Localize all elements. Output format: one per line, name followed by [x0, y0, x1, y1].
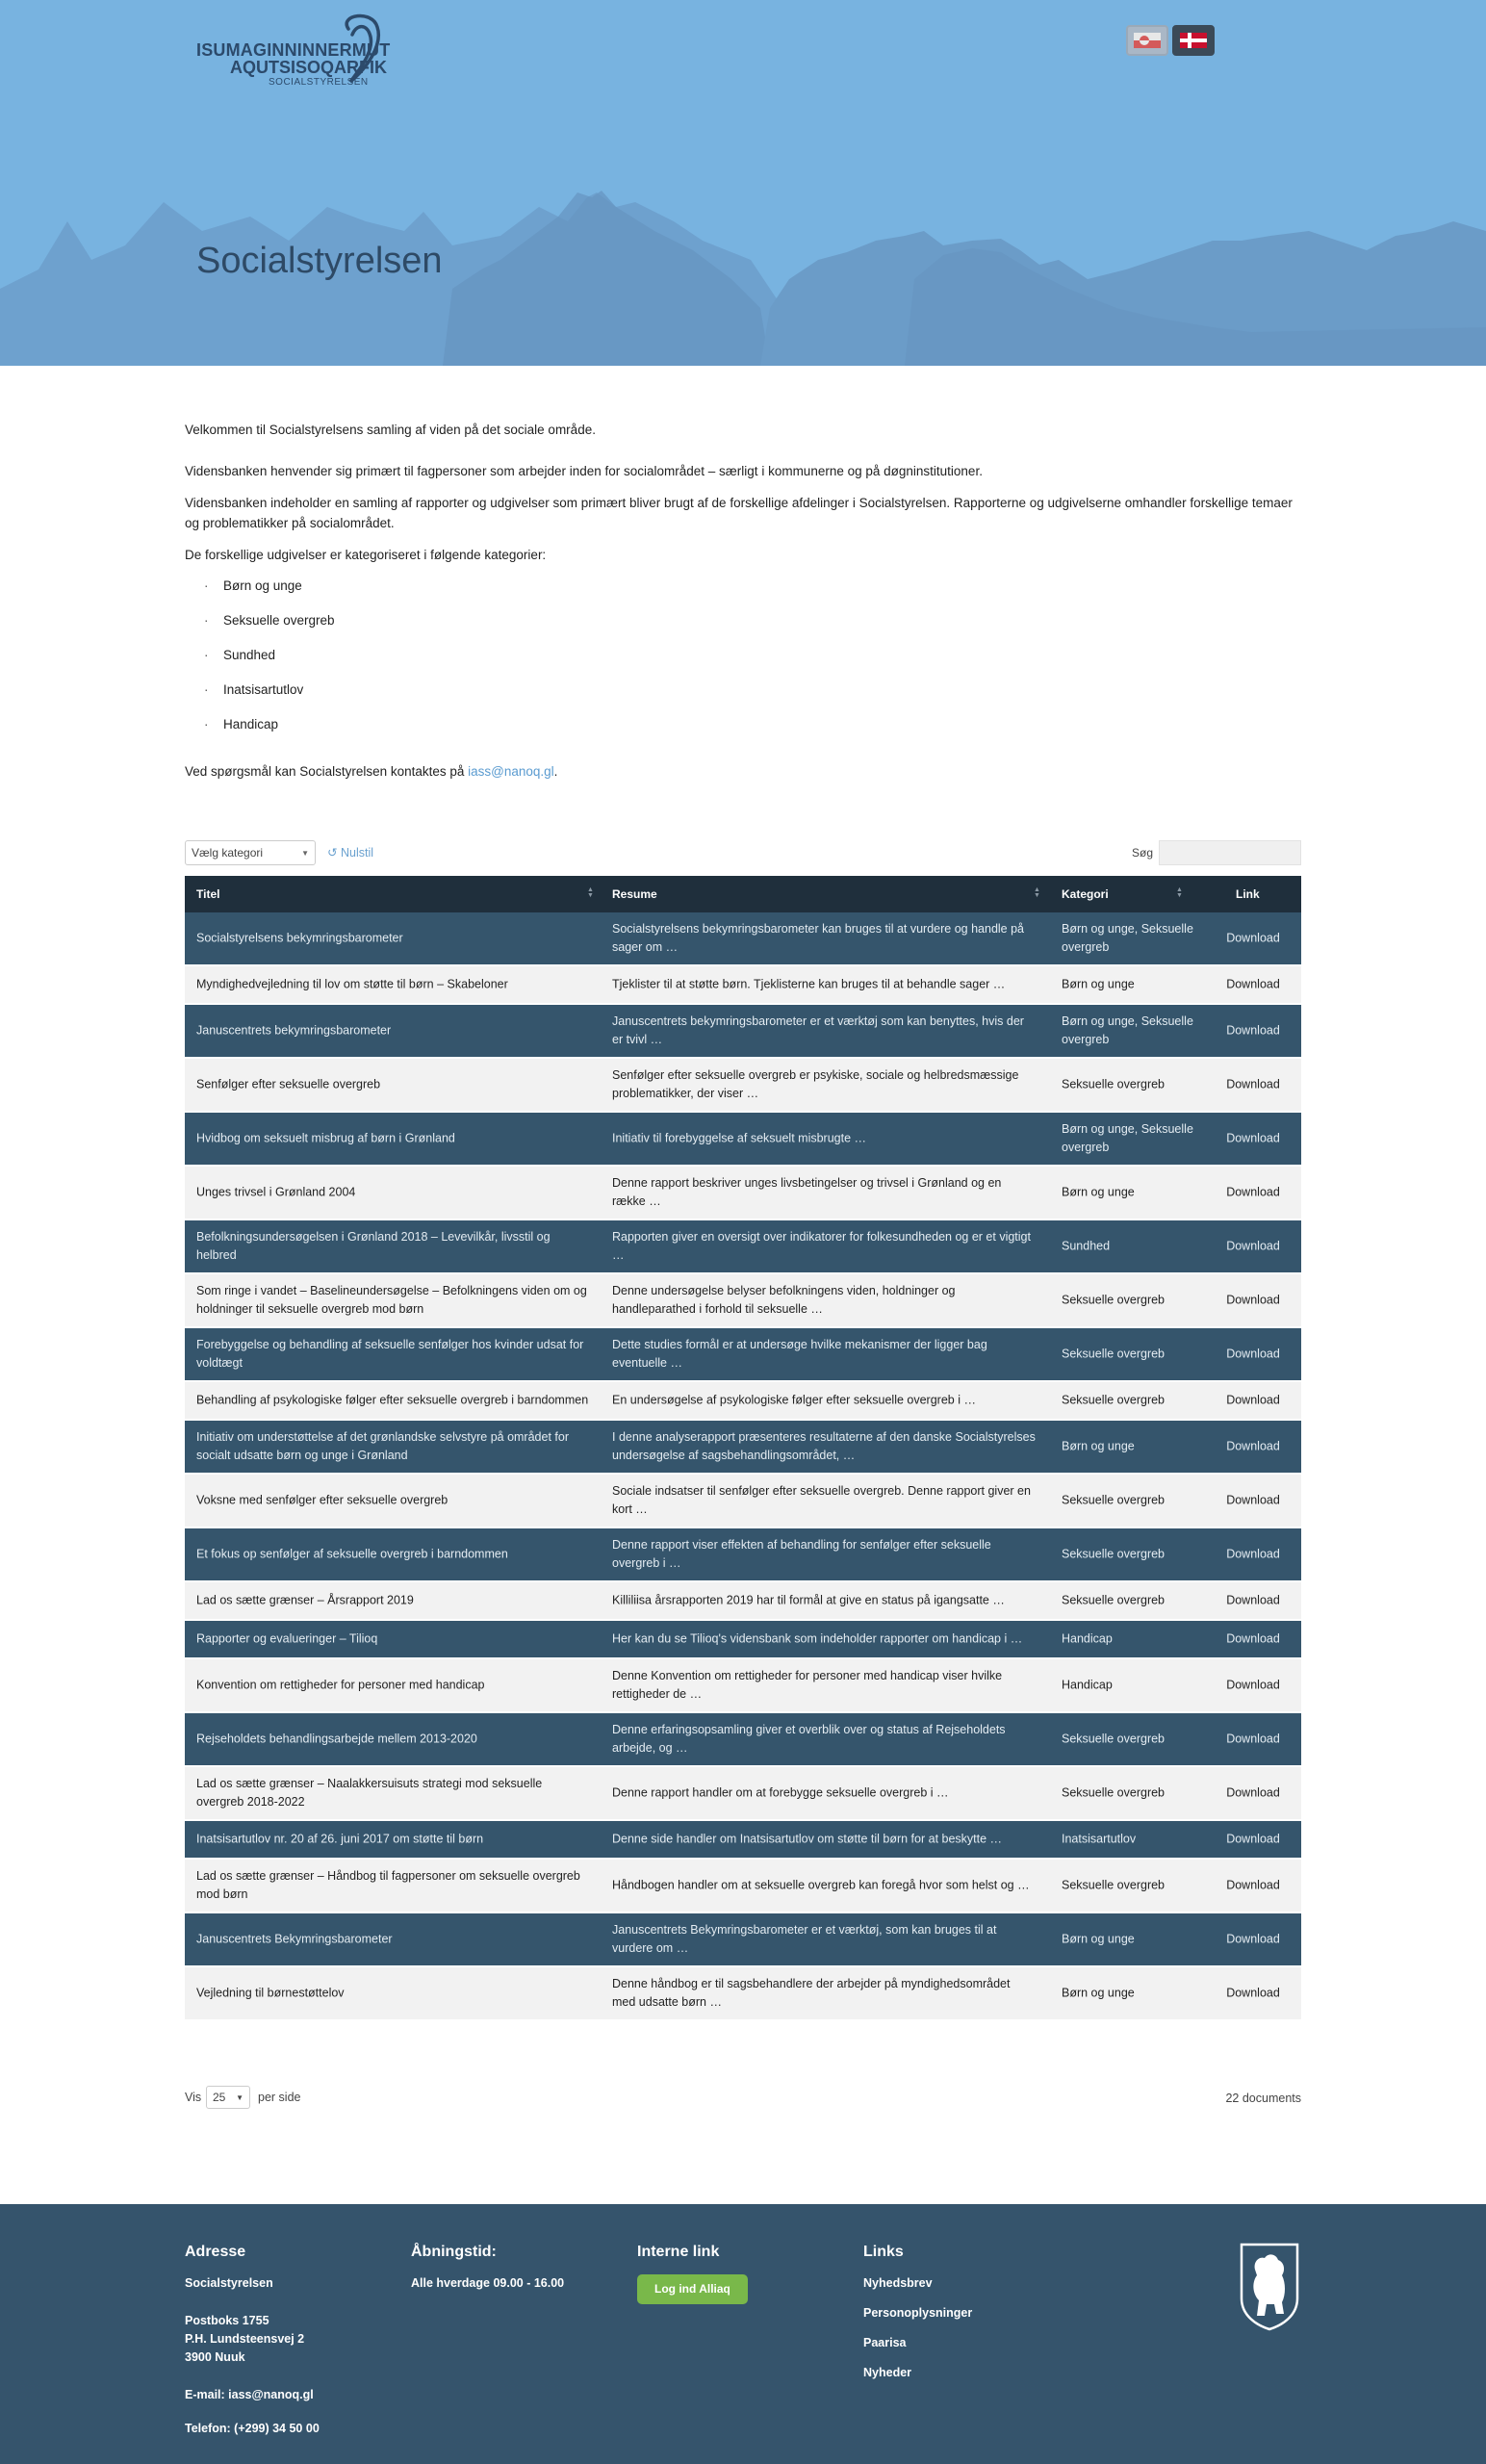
footer-links-title: Links — [863, 2244, 904, 2260]
site-footer — [0, 2204, 1486, 2464]
download-link[interactable]: Download — [1226, 1439, 1280, 1453]
category-list-item: · Inatsisartutlov — [204, 682, 304, 697]
download-link[interactable]: Download — [1226, 1131, 1280, 1145]
cell-resume: Håndbogen handler om at seksuelle overgreb kan foregå hvor som helst og … — [612, 1878, 1030, 1892]
cell-title: Inatsisartutlov nr. 20 af 26. juni 2017 om støtte til børn — [196, 1832, 484, 1846]
cell-category: Seksuelle overgreb — [1062, 1785, 1166, 1800]
cell-category: Seksuelle overgreb — [1062, 1293, 1166, 1307]
cell-resume: Denne Konvention om rettigheder for personer med handicap viser hvilke rettigheder de … — [612, 1669, 1003, 1701]
cell-category: Børn og unge, Seksuelle overgreb — [1062, 1014, 1193, 1046]
site-logo[interactable] — [196, 10, 389, 87]
chevron-down-icon: ▼ — [236, 2093, 243, 2102]
footer-address — [185, 2243, 377, 2450]
cell-resume: Denne erfaringsopsamling giver et overblik over og status af Rejseholdets arbejde, og … — [612, 1723, 1006, 1755]
download-link[interactable]: Download — [1226, 1293, 1280, 1307]
table-row — [185, 1821, 1301, 1860]
cell-title: Socialstyrelsens bekymringsbarometer — [196, 931, 403, 945]
category-select[interactable]: Vælg kategori ▼ — [185, 840, 316, 865]
table-row — [185, 1005, 1301, 1059]
cell-resume: Denne undersøgelse belyser befolkningens viden, holdninger og handleparathed i forhold til seksuelle … — [612, 1284, 956, 1316]
undo-icon: ↺ — [327, 846, 338, 860]
table-row — [185, 1713, 1301, 1767]
cell-resume: Socialstyrelsens bekymringsbarometer kan bruges til at vurdere og handle på sager om … — [612, 922, 1025, 954]
footer-hours — [411, 2243, 603, 2304]
cell-category: Seksuelle overgreb — [1062, 1593, 1166, 1607]
footer-email[interactable]: E-mail: iass@nanoq.gl — [185, 2388, 314, 2401]
cell-category: Handicap — [1062, 1631, 1113, 1646]
cell-category: Seksuelle overgreb — [1062, 1077, 1166, 1091]
download-link[interactable]: Download — [1226, 1347, 1280, 1361]
download-link[interactable]: Download — [1226, 1932, 1280, 1946]
table-row — [185, 1528, 1301, 1582]
download-link[interactable]: Download — [1226, 1593, 1280, 1607]
download-link[interactable]: Download — [1226, 1493, 1280, 1507]
download-link[interactable]: Download — [1226, 1678, 1280, 1692]
document-count: 22 documents — [1225, 2092, 1301, 2105]
footer-link-newsletter[interactable]: Nyhedsbrev — [863, 2276, 933, 2290]
cell-category: Seksuelle overgreb — [1062, 1347, 1166, 1361]
table-row — [185, 1621, 1301, 1659]
table-row — [185, 1767, 1301, 1821]
cell-title: Vejledning til børnestøttelov — [196, 1986, 345, 2000]
table-row — [185, 966, 1301, 1005]
cell-resume: Killiliisa årsrapporten 2019 har til formål at give en status på igangsatte … — [612, 1593, 1005, 1607]
cell-resume: Sociale indsatser til senfølger efter seksuelle overgreb. Denne rapport giver en kort … — [612, 1484, 1031, 1516]
cell-resume: En undersøgelse af psykologiske følger efter seksuelle overgreb i … — [612, 1393, 976, 1407]
cell-resume: Denne rapport handler om at forebygge seksuelle overgreb i … — [612, 1785, 949, 1800]
intro-paragraph-2: Vidensbanken indeholder en samling af rapporter og udgivelser som primært bliver brugt af de forskellige afdelinger i Socialstyrelsen. Rapporterne og udgivelserne omhandler forskellige temaer og problematikker på socialområdet. — [185, 496, 1293, 530]
table-row — [185, 912, 1301, 966]
footer-internal — [637, 2243, 830, 2304]
download-link[interactable]: Download — [1226, 1393, 1280, 1407]
download-link[interactable]: Download — [1226, 1185, 1280, 1199]
cell-resume: Januscentrets Bekymringsbarometer er et værktøj, som kan bruges til at vurdere om … — [612, 1923, 997, 1955]
intro-paragraph-3: De forskellige udgivelser er kategoriseret i følgende kategorier: — [185, 548, 547, 562]
cell-category: Børn og unge — [1062, 1932, 1135, 1946]
cell-title: Konvention om rettigheder for personer med handicap — [196, 1678, 485, 1692]
polar-bear-crest-icon — [1238, 2241, 1301, 2331]
footer-postal-address: Postboks 1755 P.H. Lundsteensvej 2 3900 Nuuk — [185, 2314, 305, 2364]
table-row — [185, 1220, 1301, 1274]
download-link[interactable]: Download — [1226, 1547, 1280, 1561]
cell-title: Befolkningsundersøgelsen i Grønland 2018 – Levevilkår, livsstil og helbred — [196, 1230, 551, 1262]
contact-text: Ved spørgsmål kan Socialstyrelsen kontaktes på iass@nanoq.gl. — [185, 764, 558, 779]
footer-phone: Telefon: (+299) 34 50 00 — [185, 2422, 320, 2435]
cell-title: Januscentrets Bekymringsbarometer — [196, 1932, 393, 1946]
category-list-item: · Sundhed — [204, 648, 276, 662]
table-row — [185, 1475, 1301, 1528]
cell-category: Seksuelle overgreb — [1062, 1393, 1166, 1407]
download-link[interactable]: Download — [1226, 931, 1280, 945]
sort-icon[interactable]: ▲ ▼ — [1034, 886, 1040, 899]
cell-title: Senfølger efter seksuelle overgreb — [196, 1077, 381, 1091]
footer-link-paarisa[interactable]: Paarisa — [863, 2336, 907, 2349]
column-header-resume[interactable]: Resume — [612, 887, 657, 901]
cell-resume: Her kan du se Tilioq's vidensbank som indeholder rapporter om handicap i … — [612, 1631, 1023, 1646]
cell-category: Seksuelle overgreb — [1062, 1878, 1166, 1892]
sort-icon[interactable]: ▲ ▼ — [1176, 886, 1183, 899]
cell-category: Inatsisartutlov — [1062, 1832, 1137, 1846]
cell-title: Forebyggelse og behandling af seksuelle senfølger hos kvinder udsat for voldtægt — [196, 1338, 584, 1370]
logo-line3: SOCIALSTYRELSEN — [269, 77, 369, 88]
footer-address-title: Adresse — [185, 2244, 246, 2260]
footer-link-news[interactable]: Nyheder — [863, 2366, 912, 2379]
cell-resume: Denne håndbog er til sagsbehandlere der arbejder på myndighedsområdet med udsatte børn … — [612, 1977, 1011, 2009]
footer-link-privacy[interactable]: Personoplysninger — [863, 2306, 973, 2320]
cell-title: Hvidbog om seksuelt misbrug af børn i Grønland — [196, 1131, 455, 1145]
cell-category: Børn og unge — [1062, 1185, 1135, 1199]
table-row — [185, 1421, 1301, 1475]
cell-category: Børn og unge, Seksuelle overgreb — [1062, 1122, 1193, 1154]
cell-resume: Tjeklister til at støtte børn. Tjeklisterne kan bruges til at behandle sager … — [612, 977, 1006, 991]
logo-line1: ISUMAGINNINNERMUT — [196, 40, 391, 60]
greenlandic-flag-icon[interactable] — [1126, 25, 1168, 56]
cell-category: Børn og unge, Seksuelle overgreb — [1062, 922, 1193, 954]
cell-category: Børn og unge — [1062, 1986, 1135, 2000]
language-switcher — [1126, 25, 1218, 56]
table-header — [185, 876, 1301, 912]
cell-title: Lad os sætte grænser – Årsrapport 2019 — [196, 1593, 414, 1607]
cell-resume: Denne rapport viser effekten af behandling for senfølger efter seksuelle overgreb i … — [612, 1538, 991, 1570]
table-row — [185, 1582, 1301, 1621]
table-row — [185, 1113, 1301, 1167]
download-link[interactable]: Download — [1226, 977, 1280, 991]
cell-title: Januscentrets bekymringsbarometer — [196, 1023, 392, 1038]
cell-title: Som ringe i vandet – Baselineundersøgelse – Befolkningens viden om og holdninger til seksuelle overgreb mod børn — [196, 1284, 587, 1316]
table-row — [185, 1860, 1301, 1913]
chevron-down-icon: ▼ — [301, 849, 309, 858]
cell-resume: Denne rapport beskriver unges livsbetingelser og trivsel i Grønland og en række … — [612, 1176, 1002, 1208]
table-row — [185, 1659, 1301, 1713]
category-list-item: · Børn og unge — [204, 578, 302, 593]
cell-title: Et fokus op senfølger af seksuelle overgreb i barndommen — [196, 1547, 508, 1561]
table-row — [185, 1328, 1301, 1382]
per-page-select[interactable]: 25 ▼ — [206, 2086, 250, 2109]
category-list-item: · Seksuelle overgreb — [204, 613, 335, 628]
cell-category: Seksuelle overgreb — [1062, 1493, 1166, 1507]
search-input[interactable] — [1159, 840, 1301, 865]
cell-title: Rejseholdets behandlingsarbejde mellem 2013-2020 — [196, 1732, 477, 1746]
cell-category: Børn og unge — [1062, 977, 1135, 991]
intro-section — [185, 420, 1301, 793]
cell-resume: I denne analyserapport præsenteres resultaterne af den danske Socialstyrelses undersøgelse af sagsbehandlingsområdet, … — [612, 1430, 1036, 1462]
download-link[interactable]: Download — [1226, 1785, 1280, 1800]
cell-title: Voksne med senfølger efter seksuelle overgreb — [196, 1493, 448, 1507]
cell-title: Initiativ om understøttelse af det grønlandske selvstyre på området for socialt udsatte børn og unge i Grønland — [196, 1430, 569, 1462]
table-row — [185, 1167, 1301, 1220]
category-list — [204, 577, 1301, 750]
cell-category: Børn og unge — [1062, 1439, 1135, 1453]
category-list-item: · Handicap — [204, 717, 279, 732]
cell-title: Myndighedvejledning til lov om støtte til børn – Skabeloner — [196, 977, 508, 991]
cell-category: Seksuelle overgreb — [1062, 1547, 1166, 1561]
cell-title: Rapporter og evalueringer – Tilioq — [196, 1631, 378, 1646]
footer-internal-title: Interne link — [637, 2244, 720, 2260]
download-link[interactable]: Download — [1226, 1832, 1280, 1846]
download-link[interactable]: Download — [1226, 1631, 1280, 1646]
cell-title: Lad os sætte grænser – Håndbog til fagpersoner om seksuelle overgreb mod børn — [196, 1869, 580, 1901]
cell-category: Sundhed — [1062, 1239, 1111, 1253]
table-row — [185, 1274, 1301, 1328]
cell-resume: Denne side handler om Inatsisartutlov om støtte til børn for at beskytte … — [612, 1832, 1003, 1846]
download-link[interactable]: Download — [1226, 1878, 1280, 1892]
cell-category: Seksuelle overgreb — [1062, 1732, 1166, 1746]
per-page-label: per side — [258, 2091, 301, 2104]
cell-resume: Initiativ til forebyggelse af seksuelt misbrugte … — [612, 1131, 867, 1145]
cell-title: Unges trivsel i Grønland 2004 — [196, 1185, 356, 1199]
sort-icon[interactable]: ▲ ▼ — [587, 886, 594, 899]
heart-logo-icon — [329, 10, 387, 87]
table-footer — [185, 2086, 1301, 2111]
footer-hours-text: Alle hverdage 09.00 - 16.00 — [411, 2276, 565, 2290]
documents-table — [185, 876, 1301, 2021]
footer-hours-title: Åbningstid: — [411, 2244, 497, 2260]
column-header-title[interactable]: Titel — [196, 887, 220, 901]
table-row — [185, 1382, 1301, 1421]
search-label: Søg — [1131, 846, 1153, 860]
welcome-text: Velkommen til Socialstyrelsens samling af viden på det sociale område. — [185, 423, 596, 437]
cell-resume: Rapporten giver en oversigt over indikatorer for folkesundheden og er et vigtigt … — [612, 1230, 1031, 1262]
hero-banner — [0, 0, 1486, 366]
login-alliaq-button[interactable]: Log ind Alliaq — [637, 2274, 748, 2304]
footer-links — [863, 2243, 1056, 2394]
table-row — [185, 1059, 1301, 1113]
column-header-category[interactable]: Kategori — [1062, 887, 1109, 901]
cell-resume: Dette studies formål er at undersøge hvilke mekanismer der ligger bag eventuelle … — [612, 1338, 987, 1370]
column-header-link: Link — [1236, 887, 1260, 901]
download-link[interactable]: Download — [1226, 1239, 1280, 1253]
cell-resume: Januscentrets bekymringsbarometer er et værktøj som kan benyttes, hvis der er tvivl … — [612, 1014, 1024, 1046]
download-link[interactable]: Download — [1226, 1732, 1280, 1746]
table-row — [185, 1967, 1301, 2021]
reset-button[interactable]: ↺ Nulstil — [327, 846, 374, 860]
download-link[interactable]: Download — [1226, 1077, 1280, 1091]
filter-bar — [185, 840, 1301, 865]
page-title: Socialstyrelsen — [196, 241, 443, 281]
footer-org: Socialstyrelsen — [185, 2276, 273, 2290]
cell-title: Lad os sætte grænser – Naalakkersuisuts strategi mod seksuelle overgreb 2018-2022 — [196, 1777, 543, 1809]
download-link[interactable]: Download — [1226, 1986, 1280, 2000]
contact-email-link[interactable]: iass@nanoq.gl — [468, 764, 554, 779]
intro-paragraph-1: Vidensbanken henvender sig primært til fagpersoner som arbejder inden for socialområdet – særligt i kommunerne og på døgninstitutioner. — [185, 464, 983, 478]
download-link[interactable]: Download — [1226, 1023, 1280, 1038]
cell-title: Behandling af psykologiske følger efter seksuelle overgreb i barndommen — [196, 1393, 589, 1407]
table-row — [185, 1913, 1301, 1967]
cell-resume: Senfølger efter seksuelle overgreb er psykiske, sociale og helbredsmæssige problematikker, der viser … — [612, 1068, 1019, 1100]
danish-flag-icon[interactable] — [1172, 25, 1215, 56]
logo-line2: AQUTSISOQARFIK — [230, 58, 388, 77]
cell-category: Handicap — [1062, 1678, 1113, 1692]
show-label: Vis — [185, 2091, 202, 2104]
